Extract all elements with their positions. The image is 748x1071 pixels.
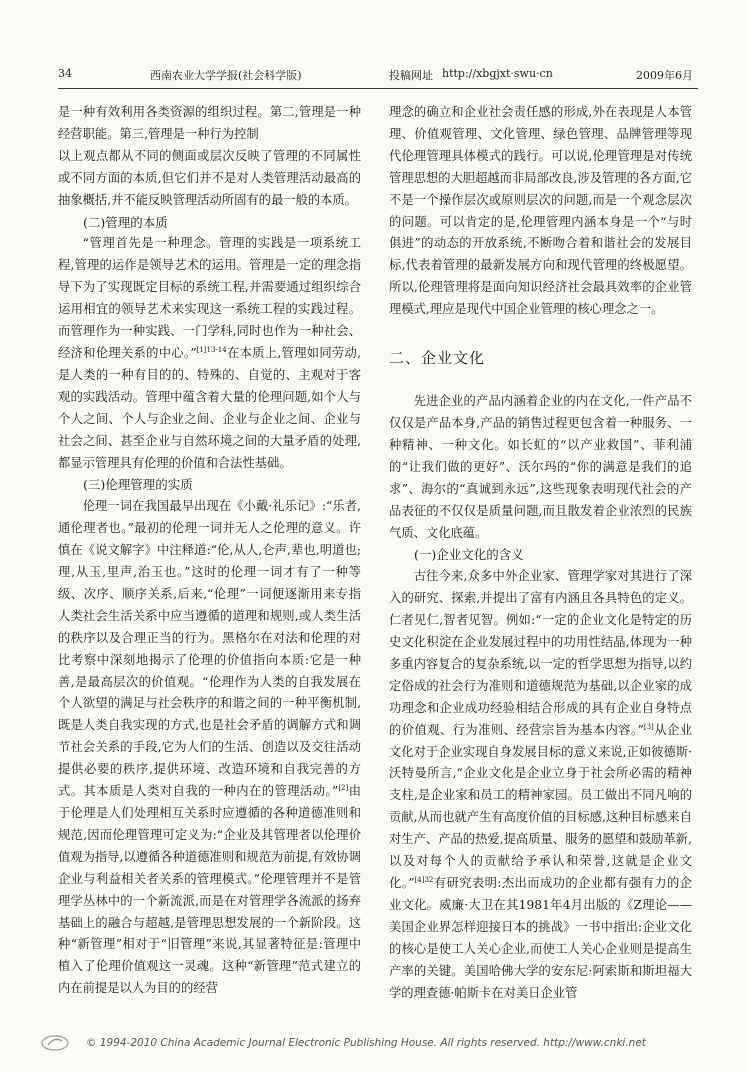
journal-name: 西南农业大学学报(社会科学版) <box>150 69 302 82</box>
paragraph <box>389 566 692 1004</box>
section-title: 二、企业文化 <box>389 349 486 368</box>
paragraph: 是一种有效利用各类资源的组织过程。第二,管理是一种经营职能。第三,管理是一种行为控制 <box>58 105 361 141</box>
paragraph-text: 从企业文化对于企业实现自身发展目标的意义来说,正如彼德斯·沃特曼所言,“企业文化是企业立身于社会所必需的精神支柱,是企业家和员工的精神家园。员工做出不同凡响的贡献,从而也就产生有高度价值的目标感,这种目标感来自对生产、产品的热爱,提高质量、服务的愿望和鼓励革新,以及对每个人的贡献给予承认和荣誉,这就是企业文化。” <box>389 722 692 890</box>
paragraph: 先进企业的产品内涵着企业的内在文化,一件产品不仅仅是产品本身,产品的销售过程更包含着一种服务、一种精神、一种文化。如长虹的“以产业救国”、菲利浦的“让我们做的更好”、沃尔玛的“你的满意是我们的追求”、海尔的“真诚到永远”,这些现象表明现代社会的产品表征的不仅仅是质量问题,而且散发着企业浓烈的民族气质、文化底蕴。 <box>389 394 692 540</box>
header-rule <box>58 88 698 89</box>
paragraph-text: “管理首先是一种理念。管理的实践是一项系统工程,管理的运作是领导艺术的运用。管理是一定的理念指导下为了实现既定目标的系统工程,并需要通过组织综合运用相宜的领导艺术来实现这一系统工程的实践过程。而管理作为一种实践、一门学科,同时也作为一种社会、经济和伦理关系的中心。” <box>58 236 361 360</box>
journal-url: http://xbgjxt·swu·cn <box>442 67 553 80</box>
running-header <box>58 67 698 87</box>
citation: [3] <box>643 722 654 731</box>
citation: [4]32 <box>414 876 434 884</box>
cnki-logo-icon <box>40 1034 70 1052</box>
right-column <box>389 102 692 1004</box>
paragraph <box>58 233 361 474</box>
page-number: 34 <box>58 67 72 80</box>
subsection-heading: (一)企业文化的含义 <box>414 547 524 563</box>
paragraph-text: 古往今来,众多中外企业家、管理学家对其进行了深入的研究、探索,并提出了富有内涵且各具特色的定义。仁者见仁,智者见智。例如:“一定的企业文化是特定的历史文化积淀在企业发展过程中的功用性结晶,体现为一种多重内容复合的复杂系统,以一定的哲学思想为指导,以约定俗成的社会行为准则和道德规范为基础,以企业家的成功理念和企业成功经验相结合形成的具有企业自身特点的价值观、行为准则、经营宗旨为基本内容。” <box>389 569 692 737</box>
paragraph-text: 有研究表明:杰出而成功的企业都有强有力的企业文化。威廉·大卫在其1981年4月出版的《Z理论——美国企业界怎样迎接日本的挑战》一书中指出:企业文化的核心是使工人关心企业,而使工人关心企业则是提高生产率的关键。美国哈佛大学的安东尼·阿索斯和斯坦福大学的理查德·帕斯卡在对美日企业管 <box>389 876 692 1000</box>
subsection-heading: (二)管理的本质 <box>83 214 168 230</box>
submission-label: 投稿网址 <box>389 69 433 82</box>
paragraph: 以上观点都从不同的侧面或层次反映了管理的不同属性或不同方面的本质,但它们并不是对人类管理活动最高的抽象概括,并不能反映管理活动所固有的最一般的本质。 <box>58 148 361 207</box>
left-column <box>58 102 361 1000</box>
paragraph-text: 伦理一词在我国最早出现在《小戴·礼乐记》:“乐者,通伦理者也。”最初的伦理一词并无人之伦理的意义。许慎在《说文解字》中注释道:“伦,从人,仑声,辈也,明道也;理,从玉,里声,治玉也。”这时的伦理一词才有了一种等级、次序、顺序关系,后来,“伦理”一词便逐渐用来专指人类社会生活关系中应当遵循的道理和规则,或人类生活的秩序以及合理正当的行为。黑格尔在对法和伦理的对比考察中深刻地揭示了伦理的价值指向本质:它是一种善,是最高层次的价值观。“伦理作为人类的自我发展在个人欲望的满足与社会秩序的和谐之间的一种平衡机制,既是人类自我实现的方式,也是社会矛盾的调解方式和调节社会关系的手段,它为人们的生活、创造以及交往活动提供必要的秩序,提供环境、改造环境和自我完善的方式。其本质是人类对自我的一种内在的管理活动。” <box>58 499 361 799</box>
footer <box>40 1034 730 1058</box>
citation: [1]13-14 <box>196 345 227 354</box>
citation: [2] <box>338 784 349 793</box>
copyright-notice: © 1994-2010 China Academic Journal Electronic Publishing House. All rights reserved. http://www.cnki.net <box>86 1037 646 1049</box>
subsection-heading: (三)伦理管理的实质 <box>83 477 193 493</box>
paragraph <box>58 496 361 1000</box>
paragraph-text: 在本质上,管理如同劳动,是人类的一种有目的的、特殊的、自觉的、主观对于客观的实践活动。管理中蕴含着大量的伦理问题,如个人与个人之间、个人与企业之间、企业与企业之间、企业与社会之间、甚至企业与自然环境之间的大量矛盾的处理,都显示管理具有伦理的价值和合法性基础。 <box>58 345 361 470</box>
issue-date: 2009年6月 <box>636 69 693 82</box>
paragraph-text: 由于伦理是人们处理相互关系时应遵循的各种道德准则和规范,因而伦理管理可定义为:“企业及其管理者以伦理价值观为指导,以遵循各种道德准则和规范为前提,有效协调企业与利益相关者关系的管理模式。”伦理管理并不是管理学丛林中的一个新流派,而是在对管理学各流派的扬弃基础上的融合与超越,是管理思想发展的一个新阶段。这种“新管理”相对于“旧管理”来说,其显著特征是:管理中植入了伦理价值观这一灵魂。这种“新管理”范式建立的内在前提是以人为目的的经营 <box>58 784 361 996</box>
paragraph: 理念的确立和企业社会责任感的形成,外在表现是人本管理、价值观管理、文化管理、绿色管理、品牌管理等现代伦理管理具体模式的践行。可以说,伦理管理是对传统管理思想的大胆超越而非局部改良,涉及管理的各方面,它不是一个操作层次或原则层次的问题,而是一个观念层次的问题。可以肯定的是,伦理管理内涵本身是一个“与时俱进”的动态的开放系统,不断吻合着和谐社会的发展目标,代表着管理的最新发展方向和现代管理的终极愿望。所以,伦理管理将是面向知识经济社会最具效率的企业管理模式,理应是现代中国企业管理的核心理念之一。 <box>389 105 692 317</box>
